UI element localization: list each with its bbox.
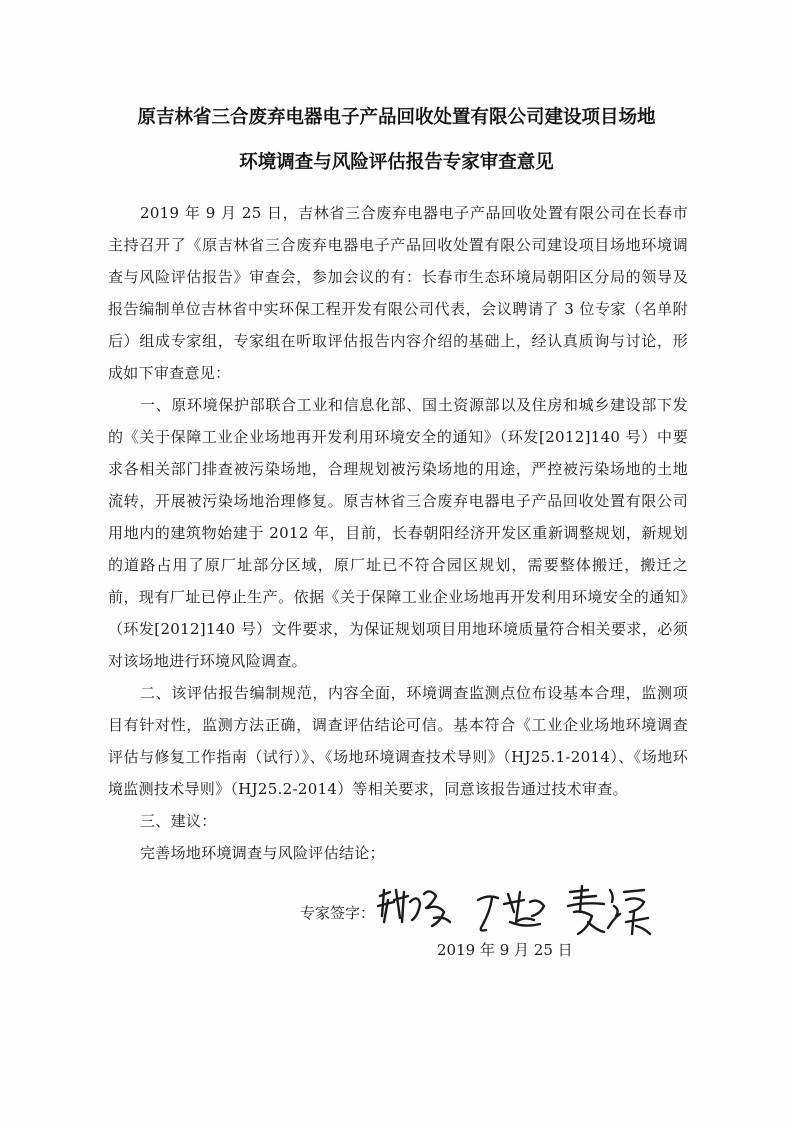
paragraph-suggestion-heading: 三、建议： bbox=[140, 812, 217, 830]
document-title-line-1: 原吉林省三合废弃电器电子产品回收处置有限公司建设项目场地 bbox=[137, 107, 656, 128]
signature-date: 2019 年 9 月 25 日 bbox=[437, 941, 573, 959]
signature-2-stroke bbox=[478, 896, 498, 930]
signature-block bbox=[300, 896, 700, 966]
signature-1-stroke bbox=[378, 890, 420, 922]
signature-3-stroke bbox=[568, 886, 604, 934]
signature-3-stroke bbox=[608, 890, 650, 934]
signature-label: 专家签字： bbox=[300, 904, 376, 922]
document-title-line-2: 环境调查与风险评估报告专家审查意见 bbox=[239, 152, 554, 173]
paragraph-opinion-1: 一、原环境保护部联合工业和信息化部、国土资源部以及住房和城乡建设部下发的《关于保障工业企业场地再开发利用环境安全的通知》（环发[2012]140 号）中要求各相关部门排查被污染场地，合理规划被污染场地的用途，严控被污染场地的土地流转，开展被污染场地治理修复。原吉林省三合废弃电器电子产品回收处置有限公司用地内的建筑物始建于 2012 年，目前，长春朝阳经济开发区重新调整规划，新规划的道路占用了原厂址部分区域，原厂址已不符合园区规划，需要整体搬迁，搬迁之前，现有厂址已停止生产。依据《关于保障工业企业场地再开发利用环境安全的通知》（环发[2012]140 号）文件要求，为保证规划项目用地环境质量符合相关要求，必须对该场地进行环境风险调查。 bbox=[108, 396, 688, 670]
paragraph-suggestion-item: 完善场地环境调查与风险评估结论； bbox=[140, 844, 385, 862]
paragraph-opinion-2: 二、该评估报告编制规范，内容全面，环境调查监测点位布设基本合理，监测项目有针对性，监测方法正确，调查评估结论可信。基本符合《工业企业场地环境调查评估与修复工作指南（试行）》、《场地环境调查技术导则》（HJ25.1-2014）、《场地环境监测技术导则》（HJ25.2-2014）等相关要求，同意该报告通过技术审查。 bbox=[108, 684, 688, 798]
signature-2-stroke bbox=[504, 892, 544, 926]
handwritten-signatures bbox=[374, 882, 674, 944]
signature-1-stroke bbox=[424, 891, 450, 926]
paragraph-intro: 2019 年 9 月 25 日，吉林省三合废弃电器电子产品回收处置有限公司在长春市主持召开了《原吉林省三合废弃电器电子产品回收处置有限公司建设项目场地环境调查与风险评估报告》审查会，参加会议的有：长春市生态环境局朝阳区分局的领导及报告编制单位吉林省中实环保工程开发有限公司代表，会议聘请了 3 位专家（名单附后）组成专家组，专家组在听取评估报告内容介绍的基础上，经认真质询与讨论，形成如下审查意见： bbox=[108, 204, 688, 382]
document-body bbox=[108, 197, 688, 869]
